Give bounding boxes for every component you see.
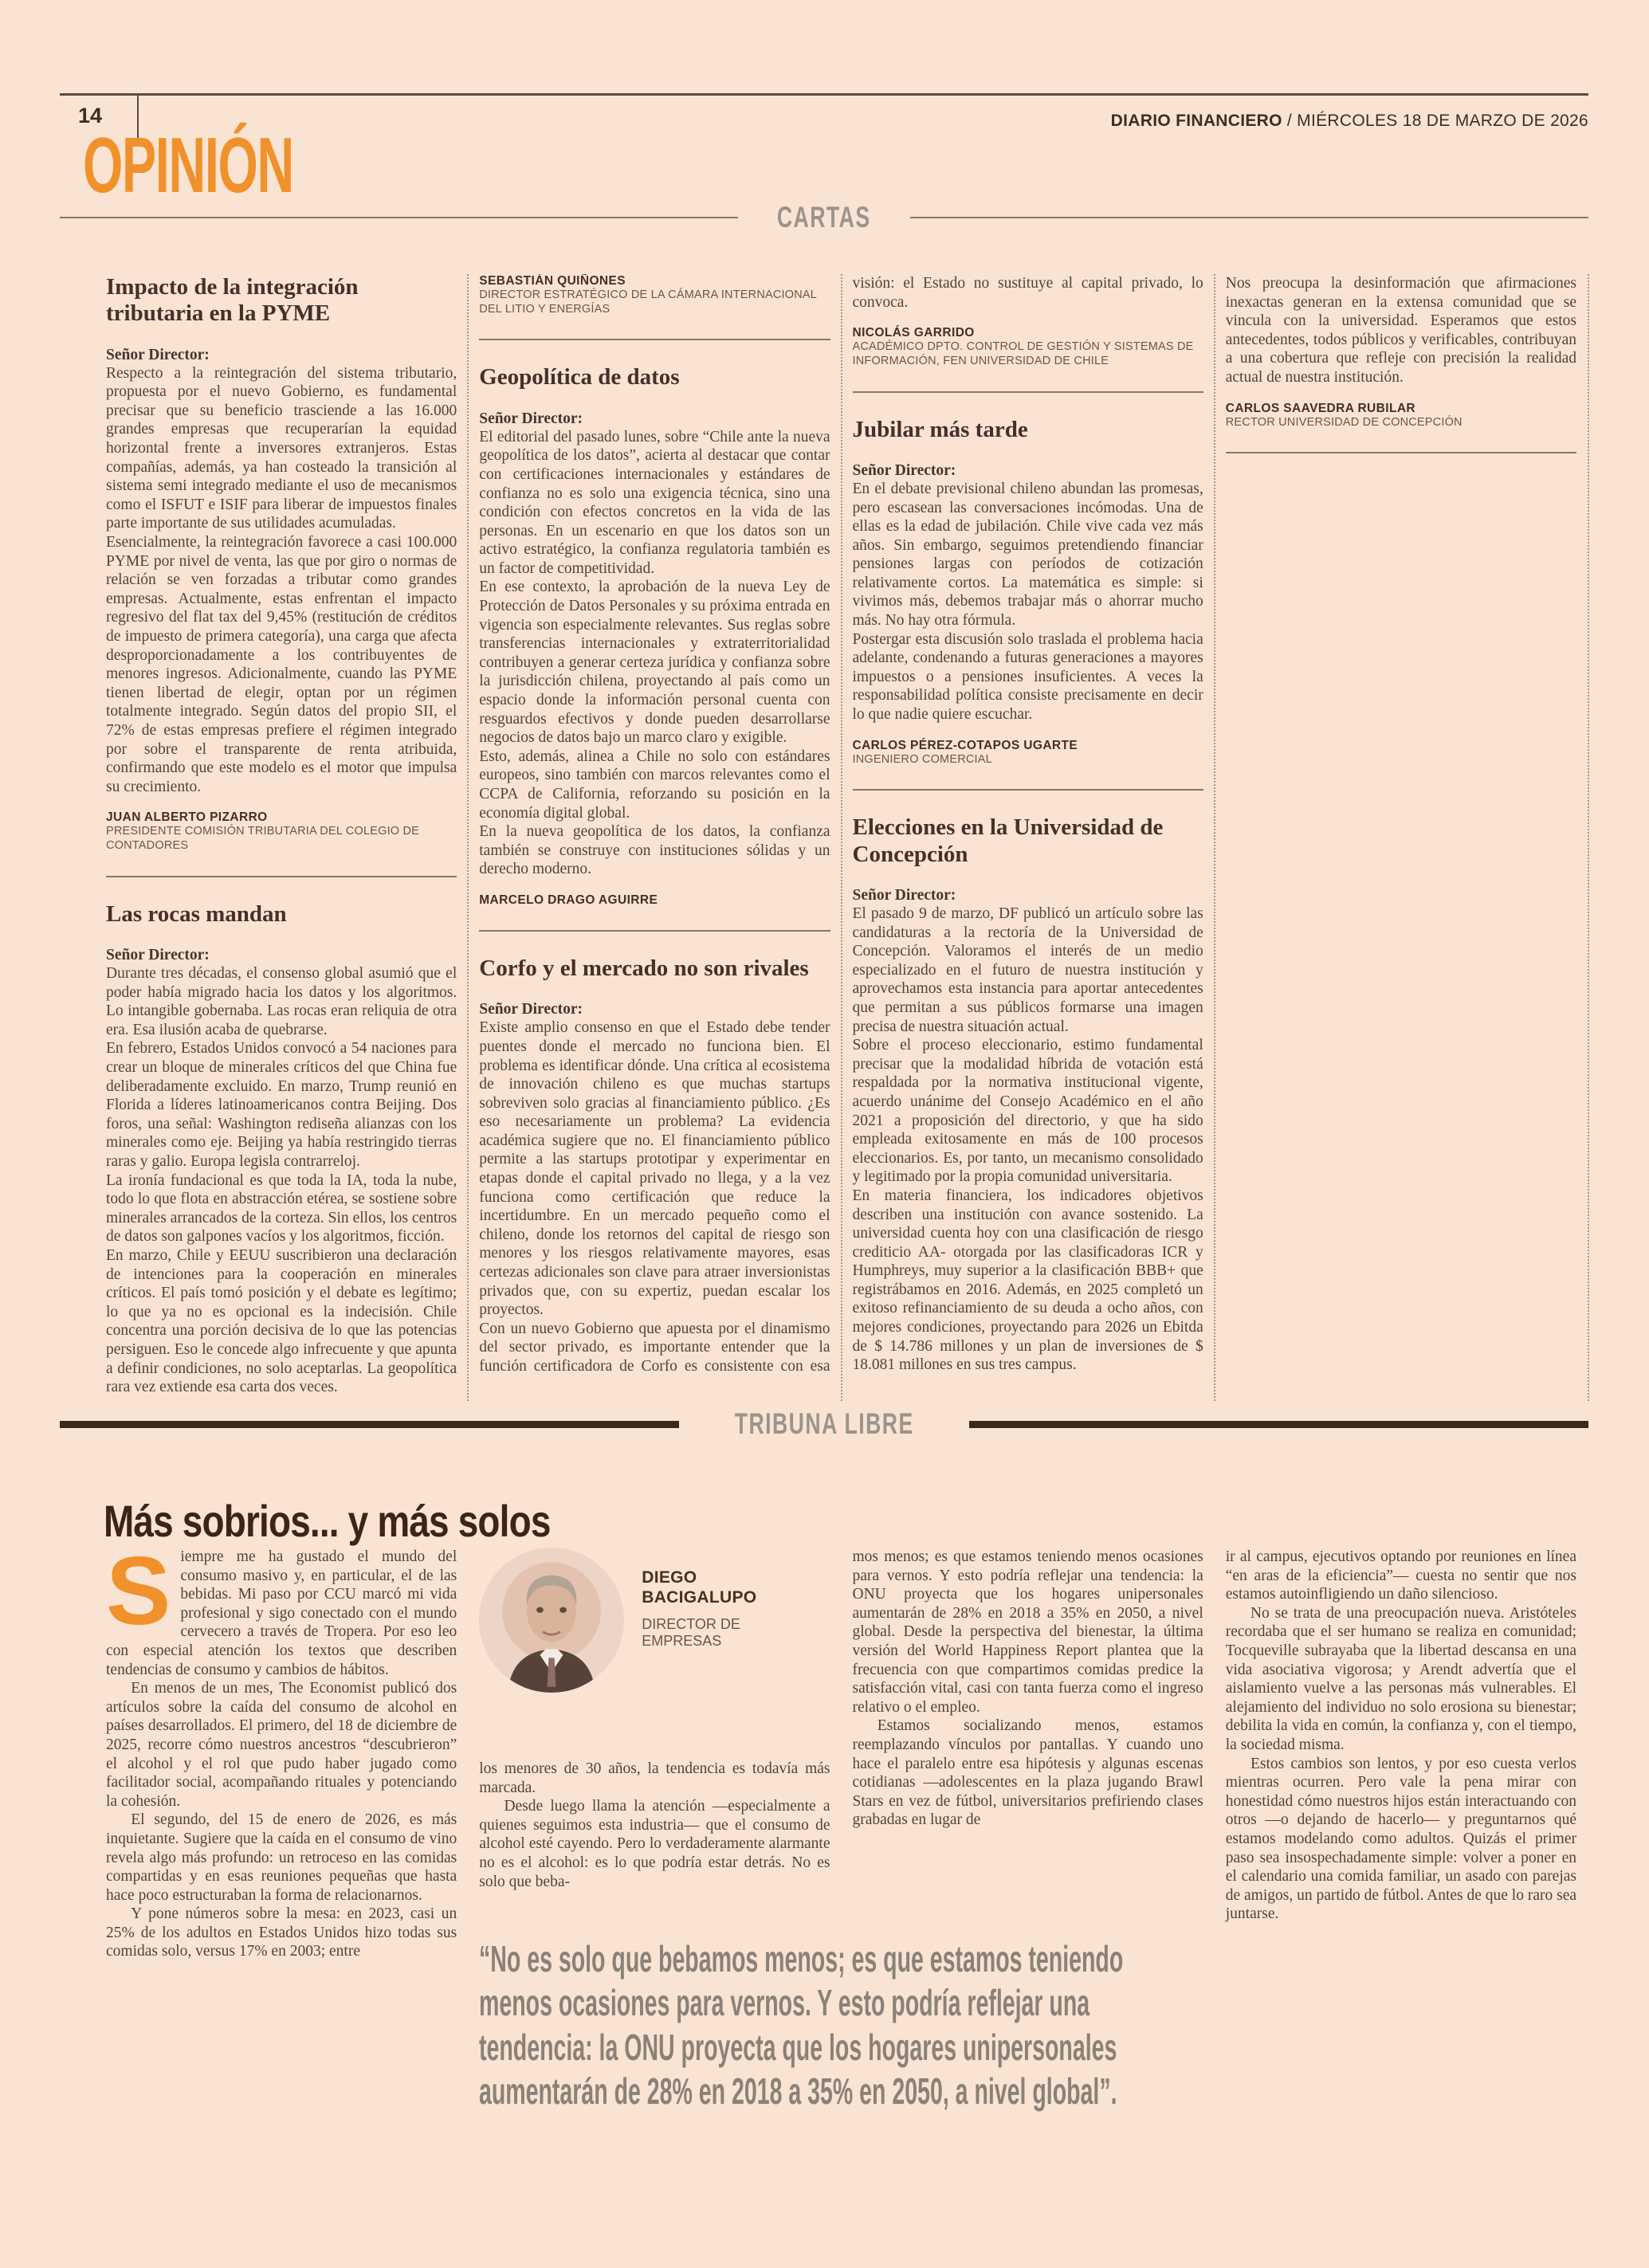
masthead-date: / MIÉRCOLES 18 DE MARZO DE 2026 [1282, 112, 1588, 130]
letter-paragraph: Existe amplio consenso en que el Estado debe tender puentes donde el mercado no funciona bien. El problema es identificar dónde. Una crítica al ecosistema de innovación chileno es que muchas startups sobreviven solo gracias al financiamiento público. ¿Es eso necesariamente un problema? La evidencia académica sugiere que no. El financiamiento público permite a las startups prototipar y experimentar en etapas donde el capital privado no llega, y a la vez funciona como certificación que reduce la incertidumbre. En un mercado pequeño como el chileno, donde los retornos del capital de riesgo son menores y los riesgos relativamente mayores, esas certezas adicionales son clave para atraer inversionistas privados que, con su expertiz, puedan escalar los proyectos. [479, 1019, 830, 1319]
drop-cap: S [106, 1536, 171, 1645]
letter-signature [1226, 402, 1576, 430]
tribuna-column-2 [479, 1548, 830, 1891]
tribuna-column-3 [853, 1548, 1203, 1891]
letter-salutation: Señor Director: [106, 346, 210, 363]
tribuna-paragraph: ir al campus, ejecutivos optando por reuniones en línea “en aras de la eficiencia”— cuesta no sentir que nos estamos autoinfligiendo un daño silencioso. [1225, 1548, 1576, 1603]
letter-separator-rule [106, 876, 457, 877]
letter-separator-rule [479, 930, 830, 932]
divider-line-right [910, 217, 1588, 218]
letter-author-role: ACADÉMICO DPTO. CONTROL DE GESTIÓN Y SISTEMAS DE INFORMACIÓN, FEN UNIVERSIDAD DE CHILE [852, 340, 1194, 367]
letter-title: Impacto de la integración tributaria en la PYME [106, 274, 359, 327]
letter-paragraph: La ironía fundacional es que toda la IA, toda la nube, todo lo que flota en abstracción etérea, se sostiene sobre minerales arrancados de la corteza. Sin ellos, los centros de datos son galpones vacíos y los algoritmos, ficción. [106, 1171, 457, 1246]
letter-author-role: PRESIDENTE COMISIÓN TRIBUTARIA DEL COLEGIO DE CONTADORES [106, 825, 420, 853]
letter-author: NICOLÁS GARRIDO [852, 326, 975, 340]
author-portrait-illustration [479, 1548, 624, 1693]
tribuna-paragraph: Estamos socializando menos, estamos reemplazando vínculos por pantallas. Y cuando uno hace el paralelo entre esa hipótesis y algunas escenas cotidianas —adolescentes en la plaza jugando Brawl Stars en vez de fútbol, universitarios prefiriendo clases grabadas en lugar de [852, 1717, 1203, 1829]
cartas-letters-section [106, 274, 1589, 1401]
letter-paragraph: Durante tres décadas, el consenso global asumió que el poder había migrado hacia los datos y los algoritmos. Lo intangible gobernaba. Las rocas eran reliquia de otra era. Esa ilusión acaba de quebrarse. [106, 965, 457, 1038]
letter-title: Jubilar más tarde [852, 416, 1028, 442]
letter-signature [853, 326, 1203, 368]
letter-paragraph: Postergar esta discusión solo traslada el problema hacia adelante, condenando a futuras generaciones a mayores impuestos o a pensiones insuficientes. A veces la responsabilidad política consiste precisamente en decir lo que nadie quiere escuchar. [852, 630, 1203, 724]
letter-author: MARCELO DRAGO AGUIRRE [479, 893, 658, 907]
letter-impacto-pyme [106, 274, 457, 853]
tribuna-column-4 [1226, 1548, 1576, 2113]
letter-author-role: INGENIERO COMERCIAL [852, 752, 992, 766]
letter-paragraph: En febrero, Estados Unidos convocó a 54 naciones para crear un bloque de minerales críticos del que China fue deliberadamente excluido. En marzo, Trump reunió en Florida a líderes latinoamericanos contra Beijing. Dos foros, una señal: Washington rediseña alianzas con los minerales como eje. Beijing ya había restringido tierras raras y galio. Europa legisla contrarreloj. [106, 1040, 457, 1170]
letter-jubilar-mas-tarde [853, 417, 1203, 767]
letter-title: Geopolítica de datos [479, 364, 680, 390]
tribuna-paragraph: Y pone números sobre la mesa: en 2023, casi un 25% de los adultos en Estados Unidos hizo todas sus comidas solo, versus 17% en 2003; entre [106, 1905, 457, 1960]
cartas-label: CARTAS [777, 201, 871, 233]
letter-salutation: Señor Director: [106, 947, 210, 964]
section-title-opinion: OPINIÓN [83, 121, 293, 209]
letter-paragraph: El pasado 9 de marzo, DF publicó un artículo sobre las candidaturas a la rectoría de la Universidad de Concepción. Valoramos el interés de un medio especializado en el futuro de nuestra institución y aprovechamos esta instancia para aportar antecedentes que permitan a sus públicos formarse una imagen precisa de nuestra situación actual. [852, 905, 1203, 1035]
letter-paragraph: Esto, además, alinea a Chile no solo con estándares europeos, sino también con marcos relevantes como el CCPA de California, reforzando su posición en la economía digital global. [479, 747, 830, 822]
letter-title: Las rocas mandan [106, 901, 287, 927]
letter-paragraph: En marzo, Chile y EEUU suscribieron una declaración de intenciones para la cooperación en minerales críticos. El país tomó posición y el debate es legítimo; lo que ya no es opcional es la indecisión. Chile concentra una porción decisiva de lo que las potencias persiguen. Eso le concede algo infrecuente y que apunta a definir condiciones, no solo aceptarlas. La geopolítica rara vez extiende esa carta dos veces. [106, 1246, 457, 1396]
letter-paragraph: Respecto a la reintegración del sistema tributario, propuesta por el nuevo Gobierno, es fundamental precisar que su beneficio trasciende a las 16.000 grandes empresas que recuperarían la equidad horizontal frente a inversores extranjeros. Estas compañías, además, ya han costeado la transición al sistema semi integrado mediante el uso de mecanismos como el ISFUT e ISIF para liberar de impuestos finales parte importante de sus utilidades acumuladas. [106, 364, 457, 532]
letter-author-role: RECTOR UNIVERSIDAD DE CONCEPCIÓN [1225, 415, 1463, 429]
cartas-divider [60, 201, 1588, 234]
letter-title: Elecciones en la Universidad de Concepción [852, 814, 1164, 867]
letter-author: CARLOS SAAVEDRA RUBILAR [1225, 401, 1416, 415]
tribuna-paragraph: No se trata de una preocupación nueva. Aristóteles recordaba que el ser humano se realiza en comunidad; Tocqueville subrayaba que la libertad descansa en una vida asociativa vigorosa; y Arendt advertía que el aislamiento vuelve a las personas más vulnerables. El alejamiento del individuo no solo erosiona su bienestar; debilita la vida en común, la confianza y, con el tiempo, la sociedad misma. [1225, 1604, 1576, 1753]
letter-separator-rule [853, 789, 1203, 791]
letter-separator-rule [479, 339, 830, 340]
tribuna-paragraph: Estos cambios son lentos, y por eso cuesta verlos mientras ocurren. Pero vale la pena mirar con honestidad cómo nuestros hijos están interactuando con otros —o dejando de hacerlo— y preguntarnos qué estamos modelando como adultos. Quizás el primer paso sea insospechadamente simple: volver a poner en el calendario una comida familiar, un asado con parejas de amigos, un partido de fútbol. Antes de que lo raro sea juntarse. [1225, 1755, 1577, 1923]
author-card [479, 1548, 830, 1732]
masthead-dateline [1111, 112, 1588, 131]
letter-signature [853, 739, 1203, 767]
letter-salutation: Señor Director: [479, 1001, 583, 1018]
tribuna-paragraph: Desde luego llama la atención —especialmente a quienes seguimos esta industria— que el consumo de alcohol esté cayendo. Pero lo verdaderamente alarmante no es el alcohol: es lo que podría estar detrás. No es solo que beba- [479, 1798, 830, 1890]
author-role: DIRECTOR DE EMPRESAS [642, 1615, 740, 1650]
divider-line-left [60, 217, 738, 218]
tribuna-paragraph: El segundo, del 15 de enero de 2026, es más inquietante. Sugiere que la caída en el consumo de vino revela algo más profundo: un retroceso en las comidas compartidas y en esas reuniones pequeñas que hasta hace poco estructuraban la forma de relacionarnos. [106, 1811, 457, 1904]
letter-author: JUAN ALBERTO PIZARRO [106, 810, 268, 825]
tribuna-paragraph-text: iempre me ha gustado el mundo del consumo masivo y, en particular, el de las bebidas. Mi paso por CCU marcó mi vida profesional y sigo conectado con el mundo cervecero a través de Tropera. Por eso leo con especial atención los textos que describen tendencias de consumo y cambios de hábitos. [106, 1548, 457, 1678]
header-top-rule [60, 93, 1588, 96]
letter-separator-rule [853, 391, 1203, 393]
letter-paragraph: Sobre el proceso eleccionario, estimo fundamental precisar que la modalidad híbrida de votación está respaldada por la normativa institucional vigente, acuerdo unánime del Consejo Académico en el año 2021 a proposición del directorio, y que ha sido empleada exitosamente en más de 100 procesos eleccionarios. Es, por tanto, un mecanismo consolidado y legitimado por la propia comunidad universitaria. [852, 1037, 1203, 1186]
letter-paragraph: En materia financiera, los indicadores objetivos describen una institución con avance sostenido. La universidad cuenta hoy con una clasificación de riesgo crediticio AA- otorgada por las clasificadoras ICR y Humphreys, muy superior a la clasificación BBB+ que registrábamos en 2016. Además, en 2025 completó un exitoso refinanciamiento de su deuda a ocho años, con mejores condiciones, proyectando para 2026 un Ebitda de $ 14.786 millones y un plan de inversiones de $ 18.081 millones en sus tres campus. [852, 1187, 1203, 1374]
pull-quote: “No es solo que bebamos menos; es que estamos teniendo menos ocasiones para vernos. Y esto podría reflejar una tendencia: la ONU proyecta que los hogares unipersonales aumentarán de 28% en 2018 a 35% en 2050, a nivel global”. [479, 1938, 1124, 2112]
letter-signature [479, 893, 830, 908]
author-photo [479, 1548, 624, 1693]
letter-signature [479, 274, 830, 316]
letter-salutation: Señor Director: [852, 461, 956, 479]
letter-paragraph: En el debate previsional chileno abundan las promesas, pero escasean las conversaciones incómodas. Una de ellas es la edad de jubilación. Chile vive cada vez más años. Sin embargo, seguimos pretendiendo financiar pensiones largas con períodos de cotización relativamente cortos. La matemática es simple: si vivimos más, debemos trabajar más o ahorrar mucho más. No hay otra fórmula. [852, 480, 1203, 630]
tribuna-paragraph: En menos de un mes, The Economist publicó dos artículos sobre la caída del consumo de alcohol en países desarrollados. El primero, del 18 de diciembre de 2025, recorre cómo nuestros ancestros “descubrieron” el alcohol y el rol que pudo haber jugado como facilitador social, acompañando rituales y potenciando la cohesión. [106, 1680, 457, 1810]
page-number: 14 [78, 104, 103, 128]
divider-bar-left [60, 1421, 679, 1428]
tribuna-paragraph: mos menos; es que estamos teniendo menos ocasiones para vernos. Y esto podría reflejar una tendencia: la ONU proyecta que los hogares unipersonales aumentarán de 28% en 2018 a 35% en 2050, a nivel global. Desde la perspectiva del bienestar, la última versión del World Happiness Report plantea que la frecuencia con que compartimos comidas predice la satisfacción vital, casi con tanta fuerza como el ingreso relativo o el empleo. [852, 1548, 1203, 1716]
letter-geopolitica-datos [479, 364, 830, 908]
letter-author: SEBASTIÁN QUIÑONES [479, 274, 626, 288]
letter-salutation: Señor Director: [852, 887, 956, 904]
letter-signature [106, 810, 457, 853]
letter-author-role: DIRECTOR ESTRATÉGICO DE LA CÁMARA INTERNACIONAL DEL LITIO Y ENERGÍAS [479, 288, 817, 316]
letter-paragraph: Esencialmente, la reintegración favorece a casi 100.000 PYME por nivel de venta, las que por giro o normas de relación se ven forzadas a tributar como grandes empresas. Actualmente, estas enfrentan el impacto regresivo del flat tax del 9,45% (restitución de créditos de impuesto de primera categoría), una carga que afecta desproporcionadamente a los contribuyentes de menores ingresos. Adicionalmente, cuando las PYME tienen libertad de elegir, optan por un régimen totalmente integrado. Según datos del propio SII, el 72% de estas empresas prefiere el régimen integrado por sobre el transparente de renta atribuida, confirmando que este modelo es el motor que impulsa su crecimiento. [106, 534, 457, 795]
letter-paragraph: Nos preocupa la desinformación que afirmaciones inexactas generan en la extensa comunidad que se vincula con la universidad. Esperamos que estos antecedentes, todos públicos y verificables, contribuyan a una cobertura que refleje con precisión la realidad actual de nuestra institución. [1225, 275, 1576, 386]
tribuna-paragraph [106, 1536, 457, 1679]
letter-paragraph: En la nueva geopolítica de los datos, la confianza también se construye con instituciones sólidas y un derecho moderno. [479, 823, 830, 878]
tribuna-article [106, 1536, 1577, 2113]
tribuna-headline: Más sobrios... y más solos [104, 1495, 551, 1546]
divider-bar-right [969, 1421, 1588, 1428]
tribuna-paragraph: los menores de 30 años, la tendencia es todavía más marcada. [479, 1760, 830, 1796]
author-meta [624, 1548, 777, 1732]
letter-paragraph: En ese contexto, la aprobación de la nueva Ley de Protección de Datos Personales y su próxima entrada en vigencia son especialmente relevantes. Sus reglas sobre transferencias internacionales y extraterritorialidad contribuyen a generar certeza jurídica y confianza sobre la jurisdicción chilena, proyectando al país como un espacio donde la información personal cuenta con resguardos efectivos y donde pueden desarrollarse negocios de datos bajo un marco claro y exigible. [479, 579, 830, 747]
letter-paragraph: El editorial del pasado lunes, sobre “Chile ante la nueva geopolítica de los datos”, acierta al destacar que contar con certificaciones internacionales y estándares de confianza no es solo una exigencia técnica, sino una condición con efectos concretos en la vida de las personas. En un escenario en que los datos son un activo estratégico, la confianza regulatoria también es un factor de competitividad. [479, 428, 830, 577]
letter-separator-rule [1226, 452, 1576, 453]
tribuna-divider [60, 1407, 1588, 1441]
tribuna-label: TRIBUNA LIBRE [734, 1407, 914, 1440]
tribuna-column-1 [106, 1536, 457, 2113]
letter-paragraph: Con un nuevo Gobierno que apuesta por el dinamismo del sector privado, es importante entender que la función certificadora de Corfo es consistente con esa visión: el Estado no sustituye al capital privado, lo convoca. [479, 275, 1203, 1375]
letter-salutation: Señor Director: [479, 410, 583, 427]
letter-title: Corfo y el mercado no son rivales [479, 955, 809, 981]
letter-author: CARLOS PÉREZ-COTAPOS UGARTE [852, 738, 1078, 752]
author-name: DIEGO BACIGALUPO [642, 1568, 757, 1607]
masthead-name: DIARIO FINANCIERO [1110, 112, 1282, 130]
